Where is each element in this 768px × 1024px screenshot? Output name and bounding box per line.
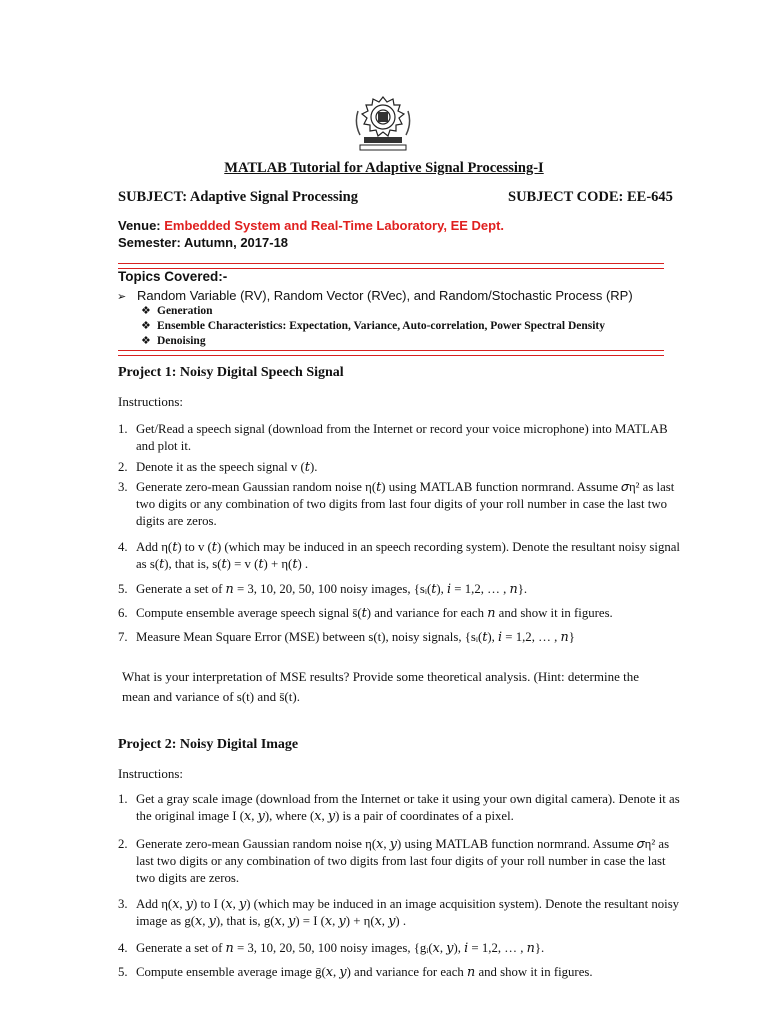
list-text: Generate zero-mean Gaussian random noise η(𝑥, 𝑦) using MATLAB function normrand. Assume 𝜎η² as last two digits or any combination of two digits from last four digits of your roll number in case the last two digits are zeros. [136, 837, 670, 885]
list-number: 2. [118, 460, 128, 474]
list-number: 7. [118, 630, 128, 644]
list-text: Generate a set of 𝑛 = 3, 10, 20, 50, 100 noisy images, {sᵢ(𝑡), 𝑖 = 1,2, … , 𝑛}. [136, 582, 528, 596]
list-number: 6. [118, 606, 128, 620]
list-number: 4. [118, 540, 128, 554]
topics-main-text: Random Variable (RV), Random Vector (RVec), and Random/Stochastic Process (RP) [137, 288, 633, 303]
list-number: 4. [118, 941, 128, 955]
venue-label: Venue: [118, 218, 161, 233]
list-text: Denote it as the speech signal v (𝑡). [136, 460, 318, 474]
list-text: Add η(𝑡) to v (𝑡) (which may be induced in an speech recording system). Denote the resultant noisy signal as s(𝑡), that is, s(𝑡) = v (𝑡) + η(𝑡) . [136, 540, 680, 571]
list-number: 3. [118, 897, 128, 911]
list-text: Generate zero-mean Gaussian random noise η(𝑡) using MATLAB function normrand. Assume 𝜎η² as last two digits or any combination of two digits from last four digits of your roll number in case the last two digits are zeros. [136, 480, 675, 528]
list-number: 5. [118, 965, 128, 979]
list-number: 2. [118, 837, 128, 851]
project1-instructions-label: Instructions: [118, 394, 183, 409]
document-title: MATLAB Tutorial for Adaptive Signal Processing-I [224, 160, 544, 176]
list-text: Compute ensemble average speech signal s̄(𝑡) and variance for each 𝑛 and show it in figures. [136, 606, 613, 620]
venue-value: Embedded System and Real-Time Laboratory, EE Dept. [164, 218, 505, 233]
diamond-bullet-icon: ❖ [141, 305, 151, 317]
topic-sub-text: Ensemble Characteristics: Expectation, Variance, Auto-correlation, Power Spectral Density [157, 320, 606, 332]
topic-sub-text: Generation [157, 305, 213, 317]
topic-sub-item [141, 334, 206, 347]
list-text: Measure Mean Square Error (MSE) between s(t), noisy signals, {sᵢ(𝑡), 𝑖 = 1,2, … , 𝑛} [136, 630, 575, 644]
list-text: Get a gray scale image (download from the Internet or take it using your own digital camera). Denote it as the original image I (𝑥, 𝑦), where (𝑥, 𝑦) is a pair of coordinates of a pixel. [136, 792, 680, 823]
semester-line: Semester: Autumn, 2017-18 [118, 235, 289, 250]
topic-sub-item [141, 319, 605, 332]
institute-seal-logo [352, 93, 414, 153]
diamond-bullet-icon: ❖ [141, 335, 151, 347]
subject-line: SUBJECT: Adaptive Signal Processing [118, 189, 358, 205]
arrow-bullet-icon: ➢ [117, 291, 127, 303]
list-text: Add η(𝑥, 𝑦) to I (𝑥, 𝑦) (which may be induced in an image acquisition system). Denote the resultant noisy image as g(𝑥, 𝑦), that is, g(𝑥, 𝑦) = I (𝑥, 𝑦) + η(𝑥, 𝑦) . [136, 897, 680, 928]
topics-heading: Topics Covered:- [118, 269, 228, 284]
project2-title: Project 2: Noisy Digital Image [118, 737, 299, 752]
list-number: 3. [118, 480, 128, 494]
project2-instructions-label: Instructions: [118, 766, 183, 781]
list-number: 1. [118, 792, 128, 806]
red-double-rule-bottom [118, 350, 664, 356]
project1-title: Project 1: Noisy Digital Speech Signal [118, 365, 344, 380]
topic-sub-text: Denoising [157, 335, 206, 347]
list-number: 5. [118, 582, 128, 596]
diamond-bullet-icon: ❖ [141, 320, 151, 332]
list-text: Generate a set of 𝑛 = 3, 10, 20, 50, 100 noisy images, {gᵢ(𝑥, 𝑦), 𝑖 = 1,2, … , 𝑛}. [136, 941, 545, 955]
list-number: 1. [118, 422, 128, 436]
topic-sub-item [141, 304, 213, 317]
list-text: Compute ensemble average image ḡ(𝑥, 𝑦) and variance for each 𝑛 and show it in figures. [136, 965, 593, 979]
list-text: Get/Read a speech signal (download from the Internet or record your voice microphone) into MATLAB and plot it. [136, 422, 668, 453]
venue-line [118, 218, 504, 233]
project1-question: What is your interpretation of MSE results? Provide some theoretical analysis. (Hint: determine the mean and variance of s(t) and s̄(t). [122, 669, 639, 704]
subject-code: SUBJECT CODE: EE-645 [508, 189, 673, 205]
topics-main-bullet [117, 288, 633, 303]
